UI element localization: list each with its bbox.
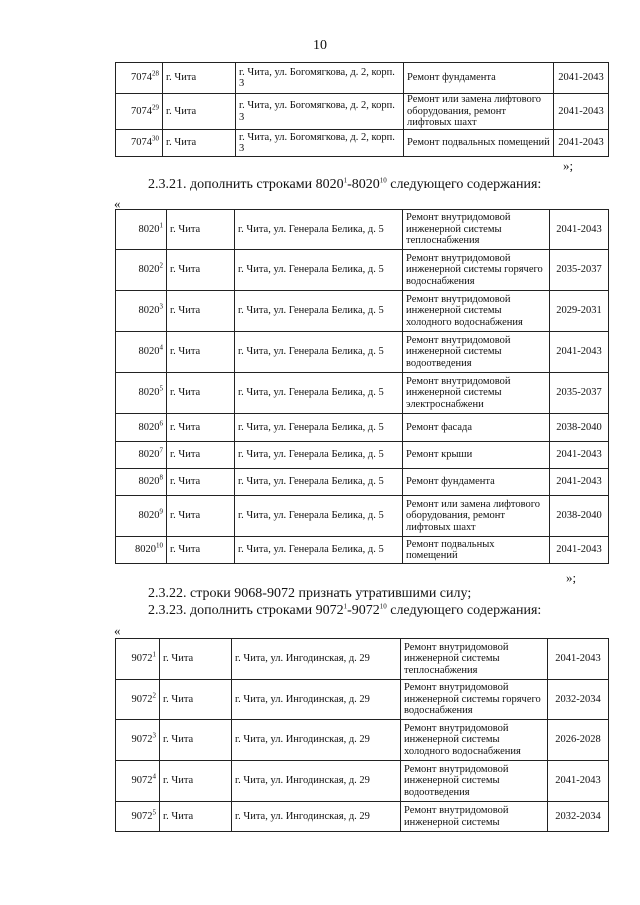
table-row	[116, 537, 609, 564]
address-cell: г. Чита, ул. Генерала Белика, д. 5	[235, 210, 403, 250]
opening-quote: «	[114, 623, 121, 638]
years-cell: 2038-2040	[550, 414, 609, 442]
city-cell: г. Чита	[163, 63, 236, 94]
city-cell: г. Чита	[167, 537, 235, 564]
city-cell: г. Чита	[160, 761, 232, 802]
city-cell: г. Чита	[167, 291, 235, 332]
work-cell: Ремонт внутридомовой инженерной системы теплоснабжения	[403, 210, 550, 250]
address-cell: г. Чита, ул. Богомягкова, д. 2, корп. 3	[236, 94, 404, 130]
row-number: 7074$^{28}$	[116, 63, 163, 94]
work-cell: Ремонт или замена лифтового оборудования, ремонт лифтовых шахт	[403, 496, 550, 537]
table-row	[116, 802, 609, 832]
paragraph-2-3-23: 2.3.23. дополнить строками 9072$^1$-9072$^{10}$ следующего содержания:	[148, 602, 542, 618]
table-row	[116, 761, 609, 802]
city-cell: г. Чита	[167, 373, 235, 414]
years-cell: 2029-2031	[550, 291, 609, 332]
table-row	[116, 291, 609, 332]
paragraph-2-3-22: 2.3.22. строки 9068-9072 признать утратившими силу;	[148, 586, 472, 601]
work-cell: Ремонт фасада	[403, 414, 550, 442]
row-number: 8020$^9$	[116, 496, 167, 537]
city-cell: г. Чита	[167, 442, 235, 469]
row-number: 8020$^3$	[116, 291, 167, 332]
address-cell: г. Чита, ул. Генерала Белика, д. 5	[235, 332, 403, 373]
address-cell: г. Чита, ул. Генерала Белика, д. 5	[235, 496, 403, 537]
row-number: 9072$^4$	[116, 761, 160, 802]
address-cell: г. Чита, ул. Ингодинская, д. 29	[232, 720, 401, 761]
years-cell: 2041-2043	[548, 761, 609, 802]
work-cell: Ремонт фундамента	[404, 63, 554, 94]
row-number: 9072$^1$	[116, 639, 160, 680]
table-row	[116, 332, 609, 373]
city-cell: г. Чита	[160, 802, 232, 832]
work-cell: Ремонт внутридомовой инженерной системы горячего водоснабжения	[401, 680, 548, 720]
address-cell: г. Чита, ул. Ингодинская, д. 29	[232, 802, 401, 832]
opening-quote: «	[114, 196, 121, 211]
city-cell: г. Чита	[167, 469, 235, 496]
city-cell: г. Чита	[160, 720, 232, 761]
years-cell: 2041-2043	[554, 94, 609, 130]
address-cell: г. Чита, ул. Богомягкова, д. 2, корп. 3	[236, 63, 404, 94]
work-cell: Ремонт крыши	[403, 442, 550, 469]
years-cell: 2041-2043	[550, 537, 609, 564]
work-cell: Ремонт внутридомовой инженерной системы	[401, 802, 548, 832]
table-8020	[115, 209, 609, 564]
table-row	[116, 680, 609, 720]
row-number: 9072$^3$	[116, 720, 160, 761]
table-9072	[115, 638, 609, 832]
table-row	[116, 720, 609, 761]
row-number: 8020$^6$	[116, 414, 167, 442]
work-cell: Ремонт фундамента	[403, 469, 550, 496]
years-cell: 2041-2043	[548, 639, 609, 680]
work-cell: Ремонт внутридомовой инженерной системы горячего водоснабжения	[403, 250, 550, 291]
row-number: 7074$^{30}$	[116, 130, 163, 157]
address-cell: г. Чита, ул. Генерала Белика, д. 5	[235, 414, 403, 442]
table-row	[116, 442, 609, 469]
table-7074	[115, 62, 609, 157]
years-cell: 2035-2037	[550, 250, 609, 291]
row-number: 9072$^2$	[116, 680, 160, 720]
table-row	[116, 250, 609, 291]
city-cell: г. Чита	[160, 680, 232, 720]
row-number: 8020$^4$	[116, 332, 167, 373]
address-cell: г. Чита, ул. Генерала Белика, д. 5	[235, 250, 403, 291]
city-cell: г. Чита	[167, 496, 235, 537]
row-number: 8020$^1$	[116, 210, 167, 250]
work-cell: Ремонт внутридомовой инженерной системы водоотведения	[403, 332, 550, 373]
work-cell: Ремонт внутридомовой инженерной системы теплоснабжения	[401, 639, 548, 680]
address-cell: г. Чита, ул. Богомягкова, д. 2, корп. 3	[236, 130, 404, 157]
years-cell: 2041-2043	[550, 210, 609, 250]
address-cell: г. Чита, ул. Ингодинская, д. 29	[232, 761, 401, 802]
years-cell: 2041-2043	[550, 469, 609, 496]
years-cell: 2026-2028	[548, 720, 609, 761]
years-cell: 2041-2043	[554, 63, 609, 94]
row-number: 8020$^{10}$	[116, 537, 167, 564]
row-number: 8020$^7$	[116, 442, 167, 469]
address-cell: г. Чита, ул. Генерала Белика, д. 5	[235, 442, 403, 469]
table-row	[116, 496, 609, 537]
table-row	[116, 414, 609, 442]
city-cell: г. Чита	[167, 210, 235, 250]
work-cell: Ремонт внутридомовой инженерной системы водоотведения	[401, 761, 548, 802]
work-cell: Ремонт внутридомовой инженерной системы электроснабжени	[403, 373, 550, 414]
table-row	[116, 94, 609, 130]
table-row	[116, 130, 609, 157]
table-row	[116, 373, 609, 414]
row-number: 8020$^2$	[116, 250, 167, 291]
table-row	[116, 210, 609, 250]
closing-quote: »;	[566, 570, 577, 585]
address-cell: г. Чита, ул. Ингодинская, д. 29	[232, 639, 401, 680]
years-cell: 2035-2037	[550, 373, 609, 414]
years-cell: 2032-2034	[548, 802, 609, 832]
address-cell: г. Чита, ул. Генерала Белика, д. 5	[235, 537, 403, 564]
table-row	[116, 469, 609, 496]
years-cell: 2038-2040	[550, 496, 609, 537]
address-cell: г. Чита, ул. Ингодинская, д. 29	[232, 680, 401, 720]
city-cell: г. Чита	[167, 332, 235, 373]
city-cell: г. Чита	[167, 250, 235, 291]
years-cell: 2041-2043	[554, 130, 609, 157]
row-number: 7074$^{29}$	[116, 94, 163, 130]
address-cell: г. Чита, ул. Генерала Белика, д. 5	[235, 469, 403, 496]
page-number: 10	[313, 38, 327, 53]
row-number: 8020$^5$	[116, 373, 167, 414]
city-cell: г. Чита	[163, 130, 236, 157]
work-cell: Ремонт внутридомовой инженерной системы холодного водоснабжения	[403, 291, 550, 332]
address-cell: г. Чита, ул. Генерала Белика, д. 5	[235, 291, 403, 332]
table-row	[116, 63, 609, 94]
years-cell: 2041-2043	[550, 332, 609, 373]
row-number: 8020$^8$	[116, 469, 167, 496]
closing-quote: »;	[563, 158, 574, 173]
years-cell: 2041-2043	[550, 442, 609, 469]
work-cell: Ремонт или замена лифтового оборудования, ремонт лифтовых шахт	[404, 94, 554, 130]
address-cell: г. Чита, ул. Генерала Белика, д. 5	[235, 373, 403, 414]
city-cell: г. Чита	[167, 414, 235, 442]
work-cell: Ремонт внутридомовой инженерной системы холодного водоснабжения	[401, 720, 548, 761]
city-cell: г. Чита	[163, 94, 236, 130]
row-number: 9072$^5$	[116, 802, 160, 832]
city-cell: г. Чита	[160, 639, 232, 680]
work-cell: Ремонт подвальных помещений	[404, 130, 554, 157]
table-row	[116, 639, 609, 680]
years-cell: 2032-2034	[548, 680, 609, 720]
work-cell: Ремонт подвальных помещений	[403, 537, 550, 564]
paragraph-2-3-21: 2.3.21. дополнить строками 8020$^1$-8020$^{10}$ следующего содержания:	[148, 176, 542, 192]
